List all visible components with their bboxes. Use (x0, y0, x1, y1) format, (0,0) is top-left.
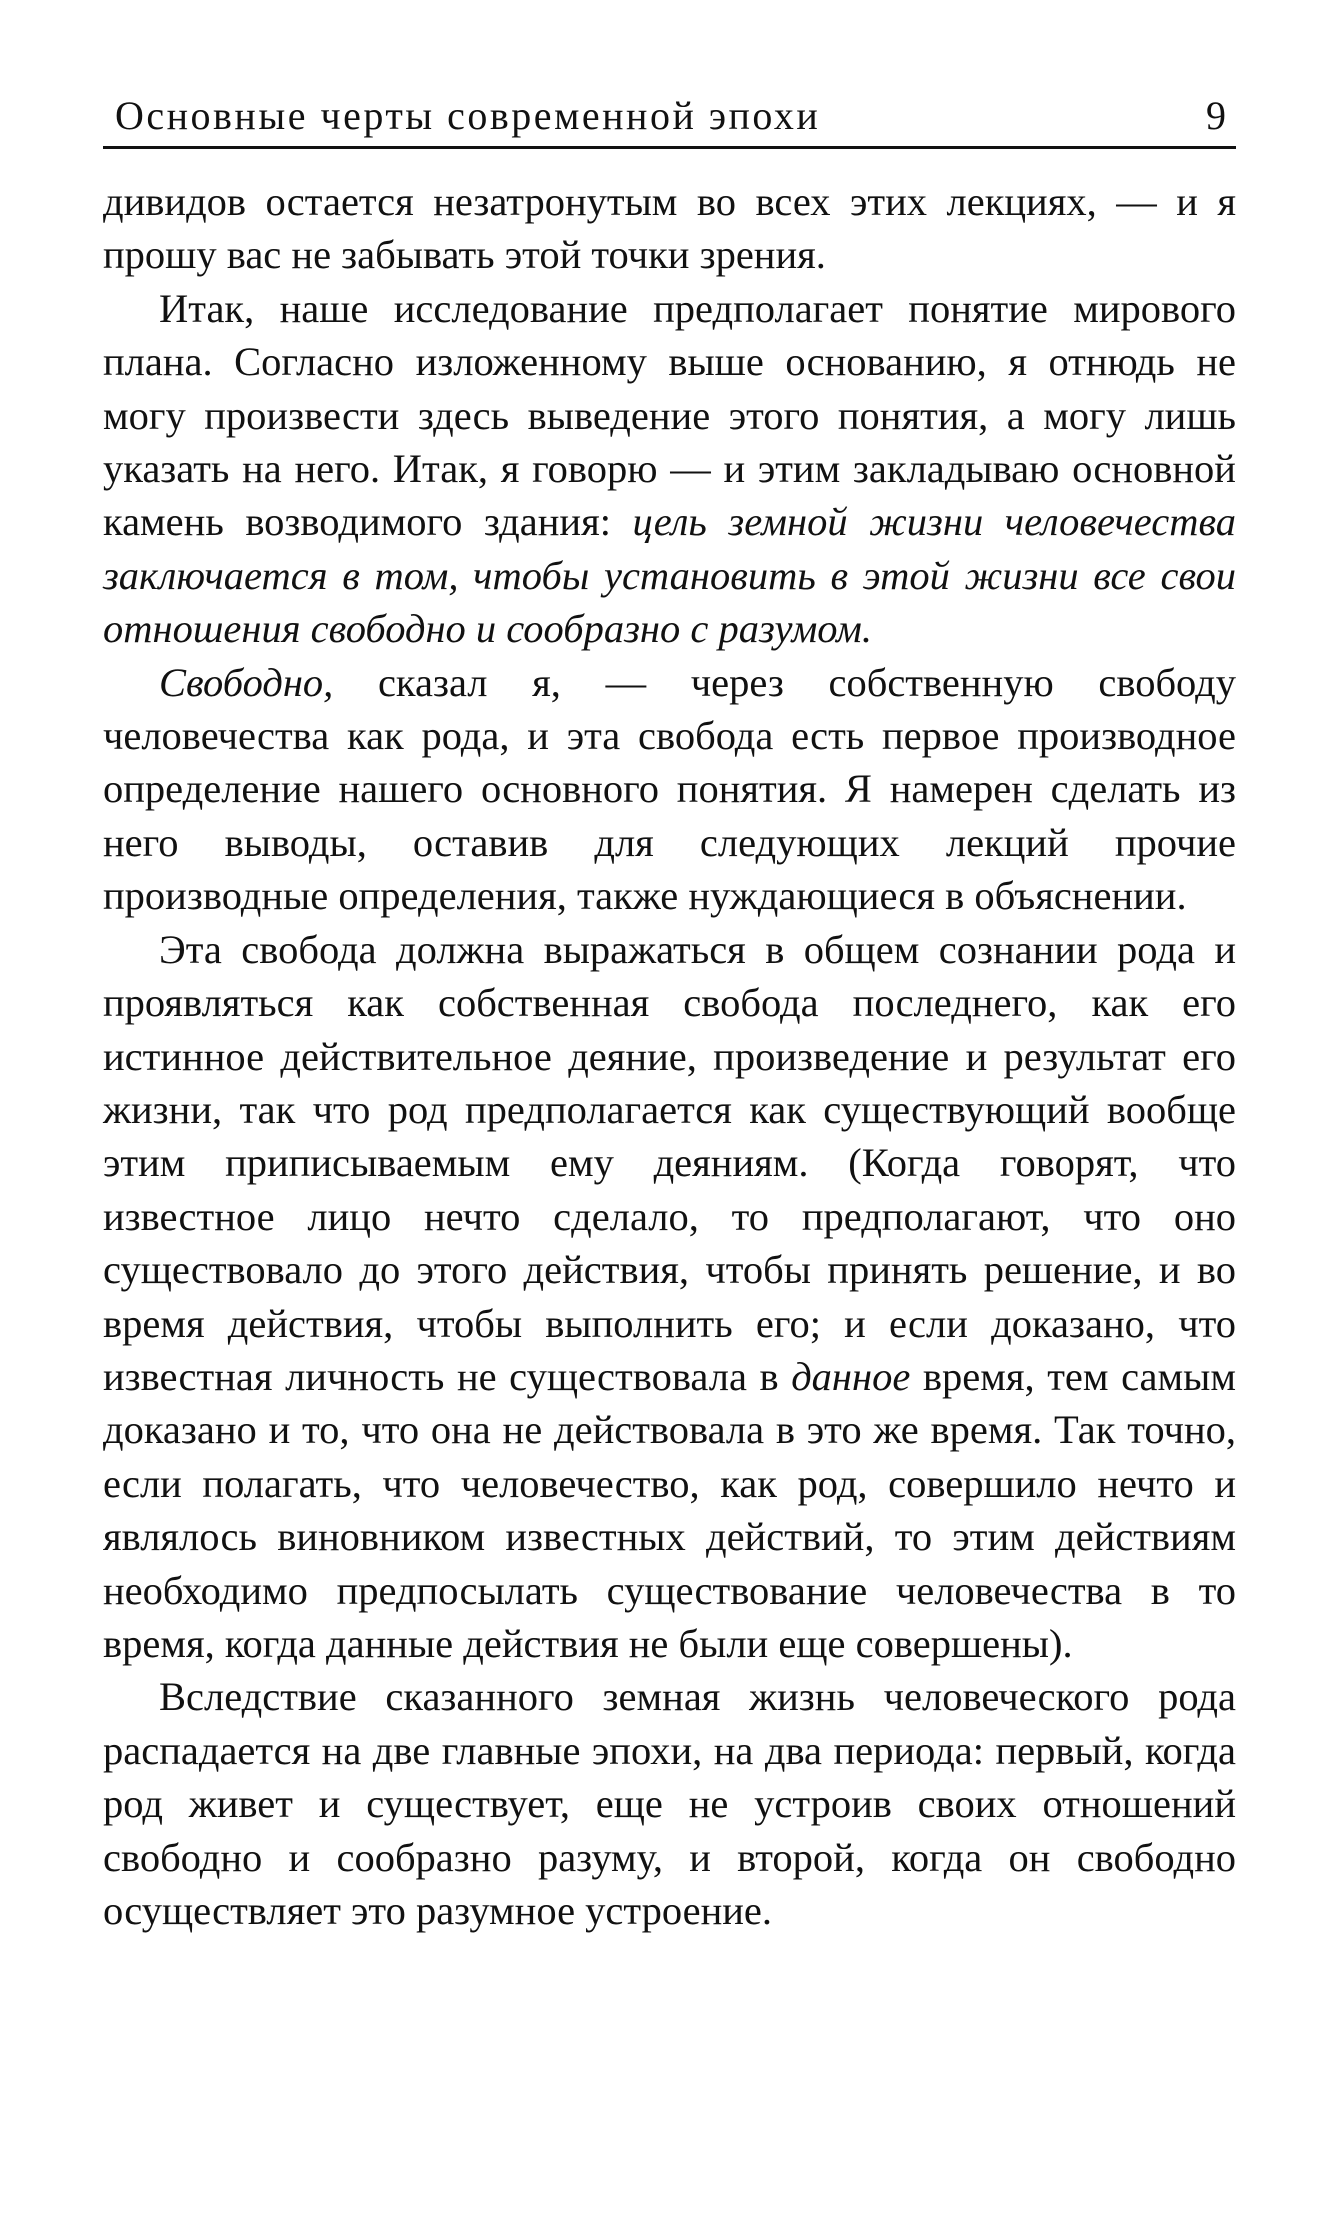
running-title: Основные черты современной эпохи (115, 93, 821, 138)
paragraph-5-text: Вследствие сказанного земная жизнь человеческого рода распадается на две главные эпохи, на два периода: первый, когда род живет и существует, еще не устроив своих отношений свободно и сообразно разуму, и второй, когда он свободно осуществляет это разумное устроение. (103, 1674, 1236, 1933)
book-page (103, 88, 1236, 1937)
body-text (103, 175, 1236, 1937)
paragraph-3-italic-lead: Свободно, (159, 659, 334, 705)
paragraph-3-text: сказал я, — через собственную свободу человечества как рода, и эта свобода есть первое производное определение нашего основного понятия. Я намерен сделать из него выводы, оставив для следующих лекций прочие производные определения, также нуждающиеся в объяснении. (103, 659, 1236, 919)
paragraph-3 (103, 656, 1236, 923)
paragraph-4 (103, 923, 1236, 1671)
paragraph-1 (103, 175, 1236, 282)
paragraph-2 (103, 282, 1236, 656)
running-head (103, 88, 1236, 149)
paragraph-2-italic-thesis: цель земной жизни человечества заключается в том, чтобы установить в этой жизни все свои отношения свободно и сообразно с разумом. (103, 499, 1236, 652)
paragraph-1-text: дивидов остается незатронутым во всех этих лекциях, — и я прошу вас не забывать этой точки зрения. (103, 179, 1236, 278)
paragraph-4-italic-word: данное (791, 1353, 911, 1399)
paragraph-2-text: Итак, наше исследование предполагает понятие мирового плана. Согласно изложенному выше основанию, я отнюдь не могу произвести здесь выведение этого понятия, а могу лишь указать на него. Итак, я говорю — и этим закладываю основной камень возводимого здания: (103, 285, 1236, 545)
paragraph-5 (103, 1670, 1236, 1937)
page-number: 9 (1206, 93, 1226, 138)
paragraph-4-text: Эта свобода должна выражаться в общем сознании рода и проявляться как собственная свобода последнего, как его истинное действительное деяние, произведение и результат его жизни, так что род предполагается как существующий вообще этим приписываемым ему деяниям. (Когда говорят, что известное лицо нечто сделало, то предполагают, что оно существовало до этого действия, чтобы принять решение, и во время действия, чтобы выполнить его; и если доказано, что известная личность не существовала в (103, 926, 1236, 1399)
paragraph-4-text-after: время, тем самым доказано и то, что она не действовала в это же время. Так точно, если полагать, что человечество, как род, совершило нечто и являлось виновником известных действий, то этим действиям необходимо предпосылать существование человечества в то время, когда данные действия не были еще совершены). (103, 1353, 1236, 1666)
